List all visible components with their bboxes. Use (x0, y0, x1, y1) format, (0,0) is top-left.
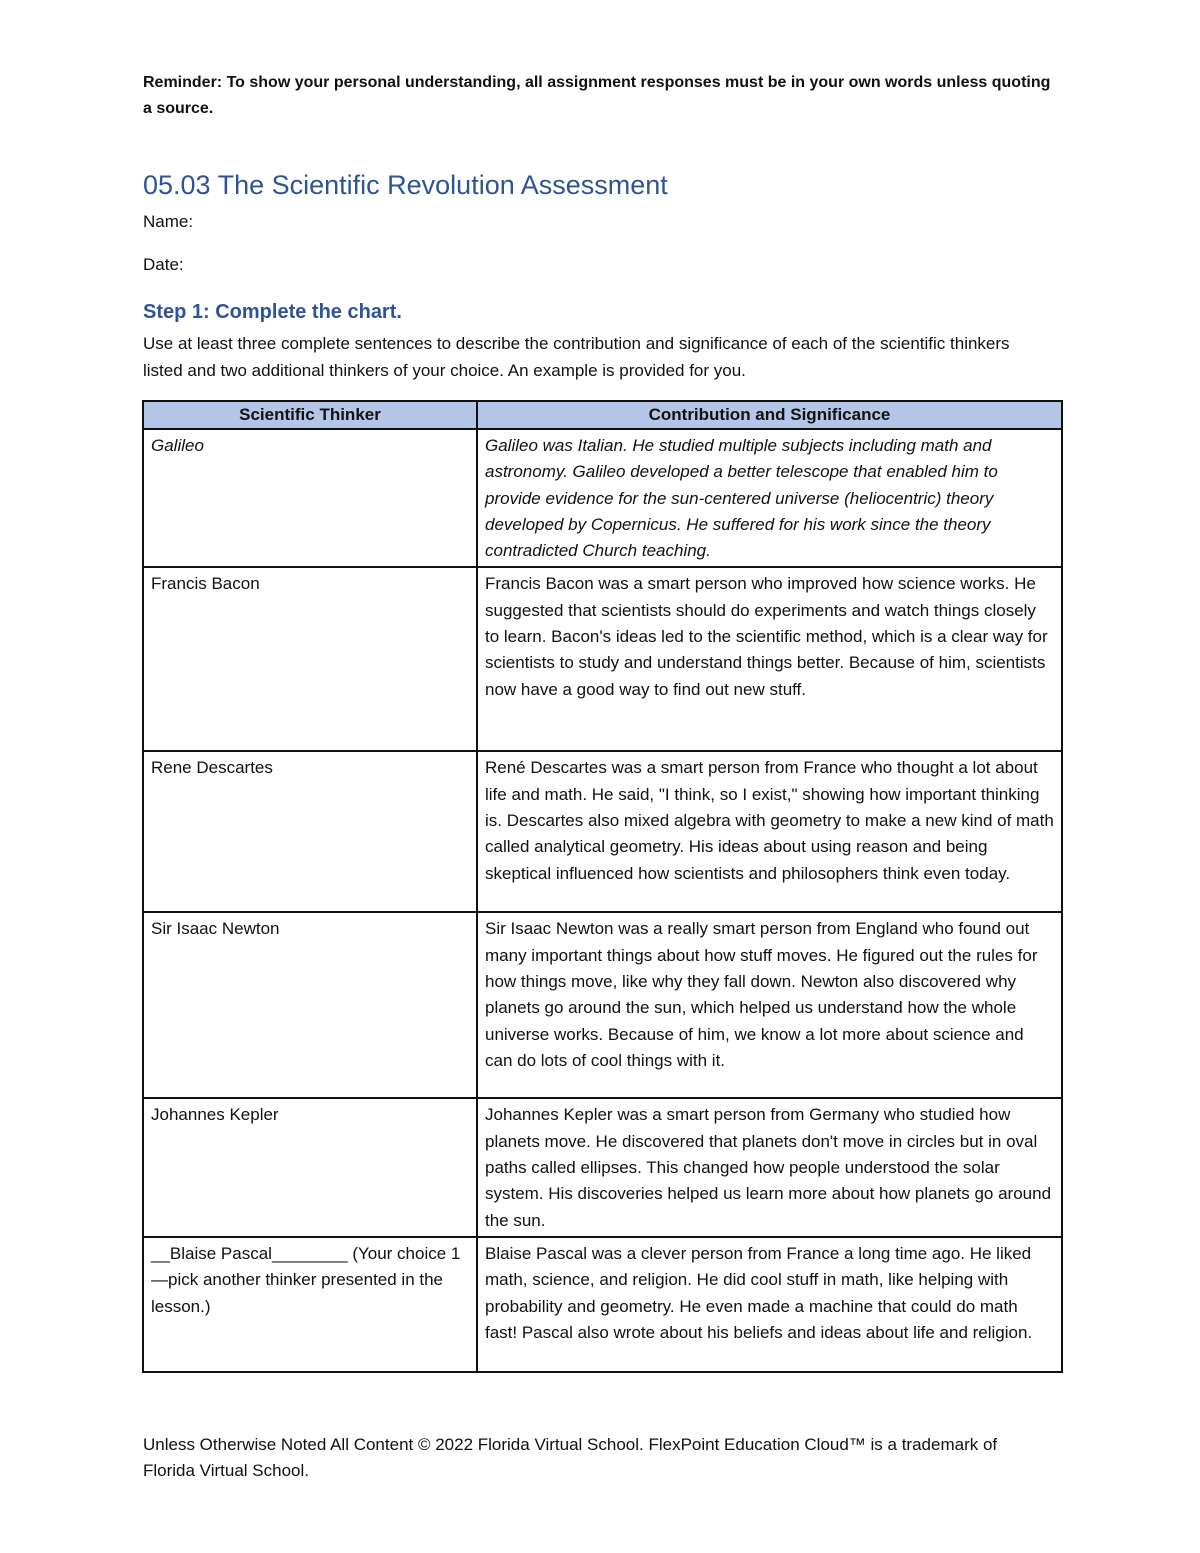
thinker-cell: Rene Descartes (143, 751, 477, 912)
step-1-heading: Step 1: Complete the chart. (143, 301, 402, 323)
thinker-cell: Johannes Kepler (143, 1098, 477, 1236)
thinker-cell: __Blaise Pascal________ (Your choice 1—pick another thinker presented in the lesson.) (143, 1237, 477, 1372)
contribution-cell: Johannes Kepler was a smart person from Germany who studied how planets move. He discovered that planets don't move in circles but in oval paths called ellipses. This changed how people understood the solar system. His discoveries helped us learn more about how planets go around the sun. (477, 1098, 1062, 1236)
contribution-cell: Sir Isaac Newton was a really smart person from England who found out many important things about how stuff moves. He figured out the rules for how things move, like why they fall down. Newton also discovered why planets go around the sun, which helped us understand how the whole universe works. Because of him, we know a lot more about science and can do lots of cool things with it. (477, 912, 1062, 1098)
date-field-label: Date: (143, 255, 184, 274)
thinker-cell: Galileo (143, 429, 477, 567)
chart-header-row (143, 401, 1062, 429)
contribution-cell: Galileo was Italian. He studied multiple subjects including math and astronomy. Galileo developed a better telescope that enabled him to provide evidence for the sun-centered universe (heliocentric) theory developed by Copernicus. He suffered for his work since the theory contradicted Church teaching. (477, 429, 1062, 567)
page-title: 05.03 The Scientific Revolution Assessment (143, 170, 668, 200)
table-row (143, 912, 1062, 1098)
contribution-cell: René Descartes was a smart person from France who thought a lot about life and math. He said, "I think, so I exist," showing how important thinking is. Descartes also mixed algebra with geometry to make a new kind of math called analytical geometry. His ideas about using reason and being skeptical influenced how scientists and philosophers think even today. (477, 751, 1062, 912)
reminder-note: Reminder: To show your personal understanding, all assignment responses must be in your own words unless quoting a source. (143, 74, 1051, 117)
table-row (143, 1237, 1062, 1372)
table-row (143, 567, 1062, 751)
thinkers-chart (142, 400, 1063, 1373)
table-row (143, 751, 1062, 912)
thinker-cell: Sir Isaac Newton (143, 912, 477, 1098)
header-contribution-significance: Contribution and Significance (477, 401, 1062, 429)
table-row (143, 1098, 1062, 1236)
name-field-label: Name: (143, 212, 194, 231)
header-scientific-thinker: Scientific Thinker (143, 401, 477, 429)
thinker-cell: Francis Bacon (143, 567, 477, 751)
copyright-footer: Unless Otherwise Noted All Content © 2022 Florida Virtual School. FlexPoint Education Cloud™ is a trademark of Florida Virtual School. (143, 1435, 998, 1480)
contribution-cell: Blaise Pascal was a clever person from France a long time ago. He liked math, science, and religion. He did cool stuff in math, like helping with probability and geometry. He even made a machine that could do math fast! Pascal also wrote about his beliefs and ideas about life and religion. (477, 1237, 1062, 1372)
table-row (143, 429, 1062, 567)
contribution-cell: Francis Bacon was a smart person who improved how science works. He suggested that scientists should do experiments and watch things closely to learn. Bacon's ideas led to the scientific method, which is a clear way for scientists to study and understand things better. Because of him, scientists now have a good way to find out new stuff. (477, 567, 1062, 751)
step-1-instructions: Use at least three complete sentences to describe the contribution and significance of each of the scientific thinkers listed and two additional thinkers of your choice. An example is provided for you. (143, 334, 1010, 380)
